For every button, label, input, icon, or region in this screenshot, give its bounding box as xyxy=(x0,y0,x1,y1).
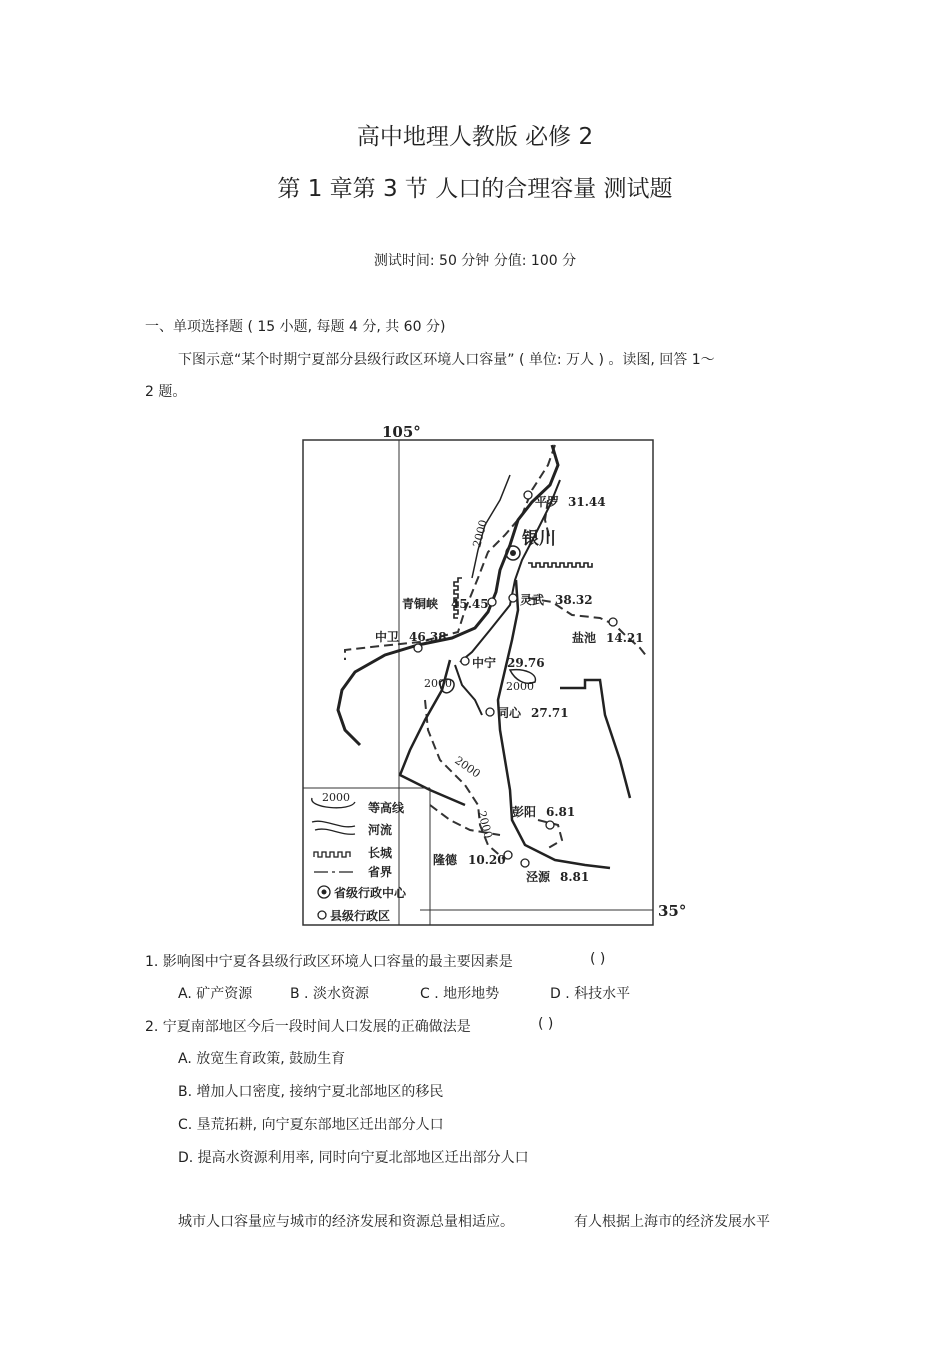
label-pingluo-value: 31.44 xyxy=(568,495,606,509)
q2-option-b: B. 增加人口密度, 接纳宁夏北部地区的移民 xyxy=(178,1084,444,1100)
marker-zhongwei xyxy=(414,644,422,652)
label-pengyang-name: 彭阳 xyxy=(512,805,537,819)
marker-qingtongxia xyxy=(488,598,496,606)
q1-option-d: D . 科技水平 xyxy=(550,986,631,1002)
legend-river-symbol xyxy=(312,821,355,834)
legend-greatwall-label: 长城 xyxy=(368,846,393,860)
contour-label-north: 2000 xyxy=(470,518,491,549)
label-yanchi-name: 盐池 xyxy=(572,631,597,645)
page-title: 高中地理人教版 必修 2 xyxy=(356,124,594,150)
label-lingwu-name: 灵武 xyxy=(520,593,545,607)
legend-county-label: 县级行政区 xyxy=(330,909,391,923)
legend-contour-value: 2000 xyxy=(322,791,350,804)
label-zhongning-value: 29.76 xyxy=(507,656,545,670)
q2-option-a: A. 放宽生育政策, 鼓励生育 xyxy=(178,1051,346,1067)
footer-paragraph-part2: 有人根据上海市的经济发展水平 xyxy=(574,1214,770,1230)
label-zhongwei-value: 46.38 xyxy=(409,630,447,644)
label-jingyuan-value: 8.81 xyxy=(560,870,590,884)
q2-option-d: D. 提高水资源利用率, 同时向宁夏北部地区迁出部分人口 xyxy=(178,1150,529,1166)
label-jingyuan-name: 泾源 xyxy=(526,870,551,884)
label-longde-value: 10.20 xyxy=(468,853,506,867)
test-meta: 测试时间: 50 分钟 分值: 100 分 xyxy=(373,253,577,269)
ningxia-map-figure xyxy=(300,420,700,930)
marker-lingwu xyxy=(509,594,517,602)
contour-label-pengyang: 2000 xyxy=(475,809,495,840)
label-pengyang-value: 6.81 xyxy=(546,805,576,819)
legend-county-symbol xyxy=(318,911,326,919)
label-tongxin-value: 27.71 xyxy=(531,706,569,720)
latitude-label: 35° xyxy=(658,902,687,920)
label-qingtongxia-value: 45.45 xyxy=(451,597,489,611)
section-heading: 一、单项选择题 ( 15 小题, 每题 4 分, 共 60 分) xyxy=(145,319,446,335)
marker-tongxin xyxy=(486,708,494,716)
contour-label-south: 2000 xyxy=(452,753,483,781)
map-legend xyxy=(303,788,430,925)
capital-marker-dot xyxy=(510,550,516,556)
label-tongxin-name: 同心 xyxy=(497,706,522,720)
q2-option-c: C. 垦荒拓耕, 向宁夏东部地区迁出部分人口 xyxy=(178,1117,444,1133)
q1-option-c: C . 地形地势 xyxy=(420,986,500,1002)
marker-yanchi xyxy=(609,618,617,626)
marker-jingyuan xyxy=(521,859,529,867)
label-lingwu-value: 38.32 xyxy=(555,593,593,607)
question-1-paren: ( ) xyxy=(590,951,606,967)
page-subtitle: 第 1 章第 3 节 人口的合理容量 测试题 xyxy=(277,176,673,202)
label-pingluo-name: 平罗 xyxy=(535,495,560,509)
label-qingtongxia-name: 青铜峡 xyxy=(402,597,439,611)
legend-greatwall-symbol xyxy=(314,852,350,857)
question-2-stem: 2. 宁夏南部地区今后一段时间人口发展的正确做法是 xyxy=(145,1019,471,1035)
marker-pengyang xyxy=(546,821,554,829)
q1-option-a: A. 矿产资源 xyxy=(178,986,253,1002)
intro-line-1: 下图示意“某个时期宁夏部分县级行政区环境人口容量” ( 单位: 万人 ) 。读图, 回答 1～ xyxy=(178,352,715,368)
contour-label-zhongning: 2000 xyxy=(424,677,452,690)
legend-river-label: 河流 xyxy=(368,823,393,837)
label-zhongning-name: 中宁 xyxy=(472,656,497,670)
longitude-label: 105° xyxy=(382,423,421,441)
label-yanchi-value: 14.21 xyxy=(606,631,644,645)
capital-label: 银川 xyxy=(522,529,556,549)
legend-capital-label: 省级行政中心 xyxy=(334,886,407,900)
river-east xyxy=(560,680,630,798)
legend-boundary-label: 省界 xyxy=(368,865,393,879)
footer-paragraph-part1: 城市人口容量应与城市的经济发展和资源总量相适应。 xyxy=(178,1214,514,1230)
legend-contour-label: 等高线 xyxy=(368,801,405,815)
label-longde-name: 隆德 xyxy=(433,853,458,867)
river-small xyxy=(455,665,482,715)
q1-option-b: B . 淡水资源 xyxy=(290,986,369,1002)
question-2-paren: ( ) xyxy=(538,1016,554,1032)
legend-capital-dot xyxy=(322,890,327,895)
map-svg xyxy=(300,420,700,930)
marker-pingluo xyxy=(524,491,532,499)
contour-label-tongxin: 2000 xyxy=(506,680,534,693)
intro-line-2: 2 题。 xyxy=(145,384,187,400)
marker-zhongning xyxy=(461,657,469,665)
question-1-stem: 1. 影响图中宁夏各县级行政区环境人口容量的最主要因素是 xyxy=(145,954,513,970)
label-zhongwei-name: 中卫 xyxy=(375,630,400,644)
